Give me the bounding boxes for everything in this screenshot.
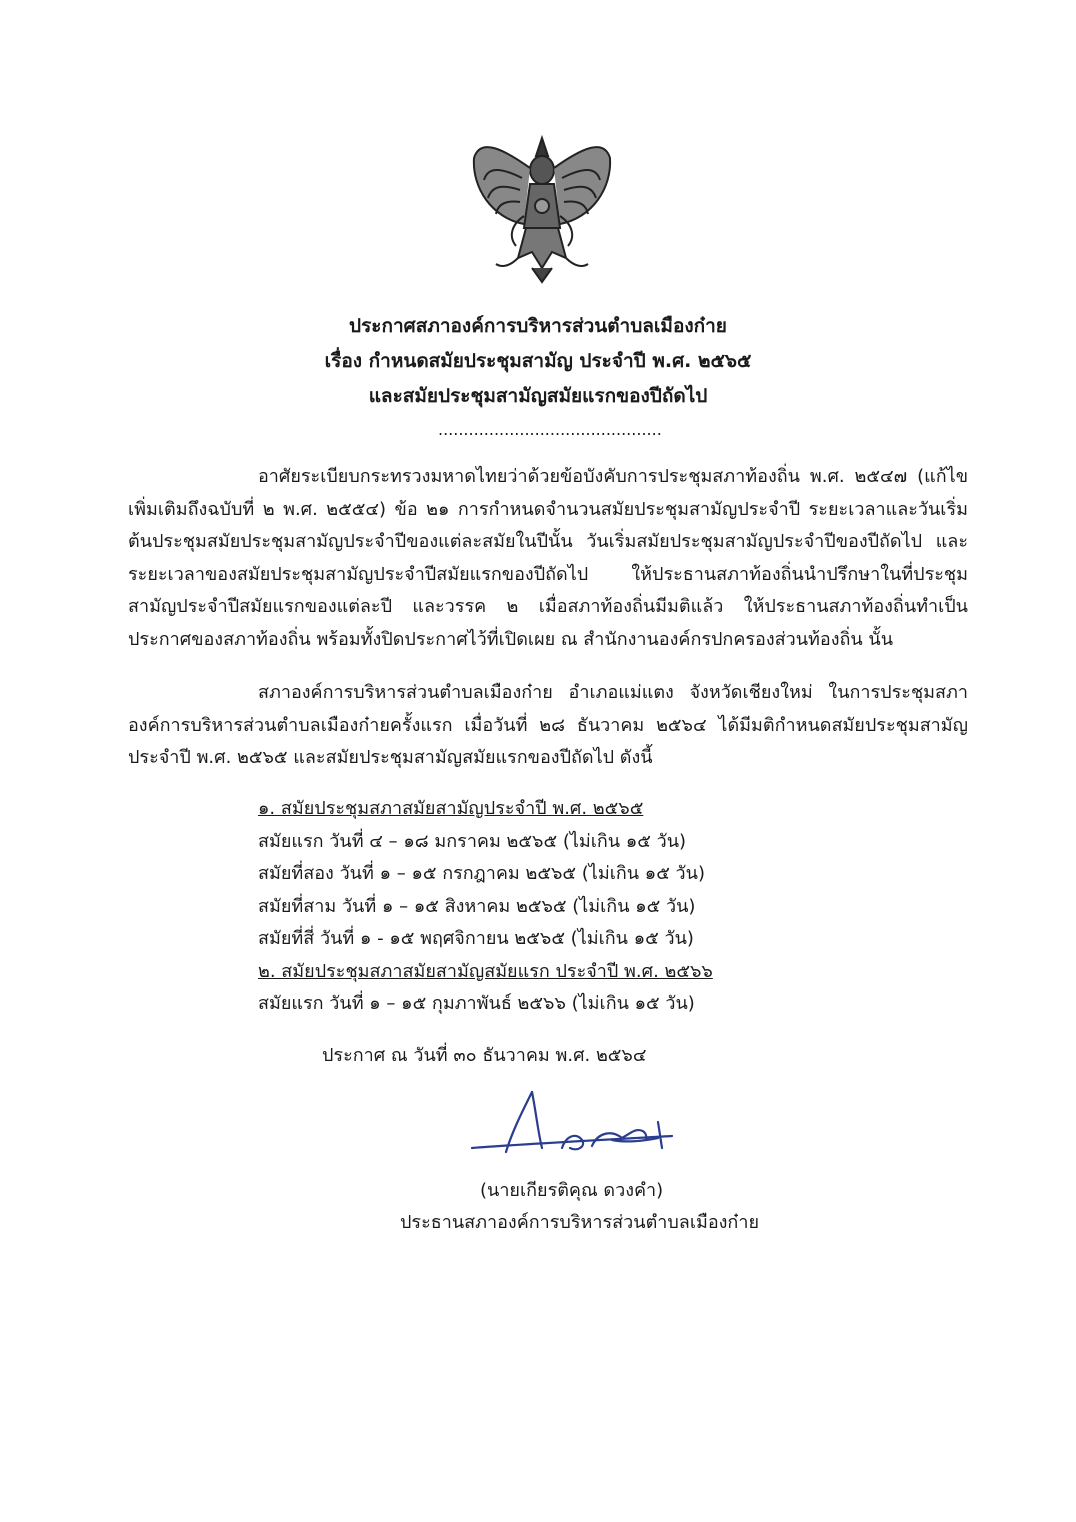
title-divider: ............................................ (438, 420, 662, 439)
list-item: สมัยที่สอง วันที่ ๑ – ๑๕ กรกฎาคม ๒๕๖๕ (ไม่เกิน ๑๕ วัน) (258, 863, 705, 884)
list-item: สมัยแรก วันที่ ๔ – ๑๘ มกราคม ๒๕๖๕ (ไม่เกิน ๑๕ วัน) (258, 830, 687, 852)
list-item: สมัยที่สาม วันที่ ๑ – ๑๕ สิงหาคม ๒๕๖๕ (ไม่เกิน ๑๕ วัน) (258, 895, 696, 917)
announcement-date: ประกาศ ณ วันที่ ๓๐ ธันวาคม พ.ศ. ๒๕๖๔ (322, 1045, 647, 1066)
paragraph-2: สภาองค์การบริหารส่วนตำบลเมืองก๋าย อำเภอแม่แตง จังหวัดเชียงใหม่ ในการประชุมสภาองค์การบริหารส่วนตำบลเมืองก๋ายครั้งแรก เมื่อวันที่ ๒๘ ธันวาคม ๒๕๖๔ ได้มีมติกำหนดสมัยประชุมสามัญประจำปี พ.ศ. ๒๕๖๕ และสมัยประชุมสามัญสมัยแรกของปีถัดไป ดังนี้ (128, 682, 968, 768)
session-heading-2566: ๒. สมัยประชุมสภาสมัยสามัญสมัยแรก ประจำปี พ.ศ. ๒๕๖๖ (258, 960, 713, 982)
session-list (258, 793, 858, 1021)
paragraph-1: อาศัยระเบียบกระทรวงมหาดไทยว่าด้วยข้อบังคับการประชุมสภาท้องถิ่น พ.ศ. ๒๕๔๗ (แก้ไขเพิ่มเติมถึงฉบับที่ ๒ พ.ศ. ๒๕๕๔) ข้อ ๒๑ การกำหนดจำนวนสมัยประชุมสามัญประจำปี ระยะเวลาและวันเริ่มต้นประชุมสมัยประชุมสามัญประจำปีของแต่ละสมัยในปีนั้น วันเริ่มสมัยประชุมสามัญประจำปีของปีถัดไป และระยะเวลาของสมัยประชุมสามัญประจำปีสมัยแรกของปีถัดไป ให้ประธานสภาท้องถิ่นนำปรึกษาในที่ประชุมสามัญประจำปีสมัยแรกของแต่ละปี และวรรค ๒ เมื่อสภาท้องถิ่นมีมติแล้ว ให้ประธานสภาท้องถิ่นทำเป็นประกาศของสภาท้องถิ่น พร้อมทั้งปิดประกาศไว้ที่เปิดเผย ณ สำนักงานองค์กรปกครองส่วนท้องถิ่น นั้น (128, 466, 968, 650)
title-line-3: และสมัยประชุมสามัญสมัยแรกของปีถัดไป (368, 385, 708, 407)
signature-icon (462, 1082, 682, 1172)
garuda-emblem-icon (462, 128, 622, 288)
signer-name: (นายเกียรติคุณ ดวงคำ) (480, 1180, 664, 1201)
list-item: สมัยที่สี่ วันที่ ๑ - ๑๕ พฤศจิกายน ๒๕๖๕ (ไม่เกิน ๑๕ วัน) (258, 928, 694, 949)
signer-position: ประธานสภาองค์การบริหารส่วนตำบลเมืองก๋าย (400, 1212, 759, 1233)
title-line-2: เรื่อง กำหนดสมัยประชุมสามัญ ประจำปี พ.ศ. ๒๕๖๕ (324, 350, 752, 372)
list-item: สมัยแรก วันที่ ๑ – ๑๕ กุมภาพันธ์ ๒๕๖๖ (ไม่เกิน ๑๕ วัน) (258, 993, 695, 1014)
session-heading-2565: ๑. สมัยประชุมสภาสมัยสามัญประจำปี พ.ศ. ๒๕๖๕ (258, 798, 644, 819)
title-line-1: ประกาศสภาองค์การบริหารส่วนตำบลเมืองก๋าย (349, 315, 727, 337)
